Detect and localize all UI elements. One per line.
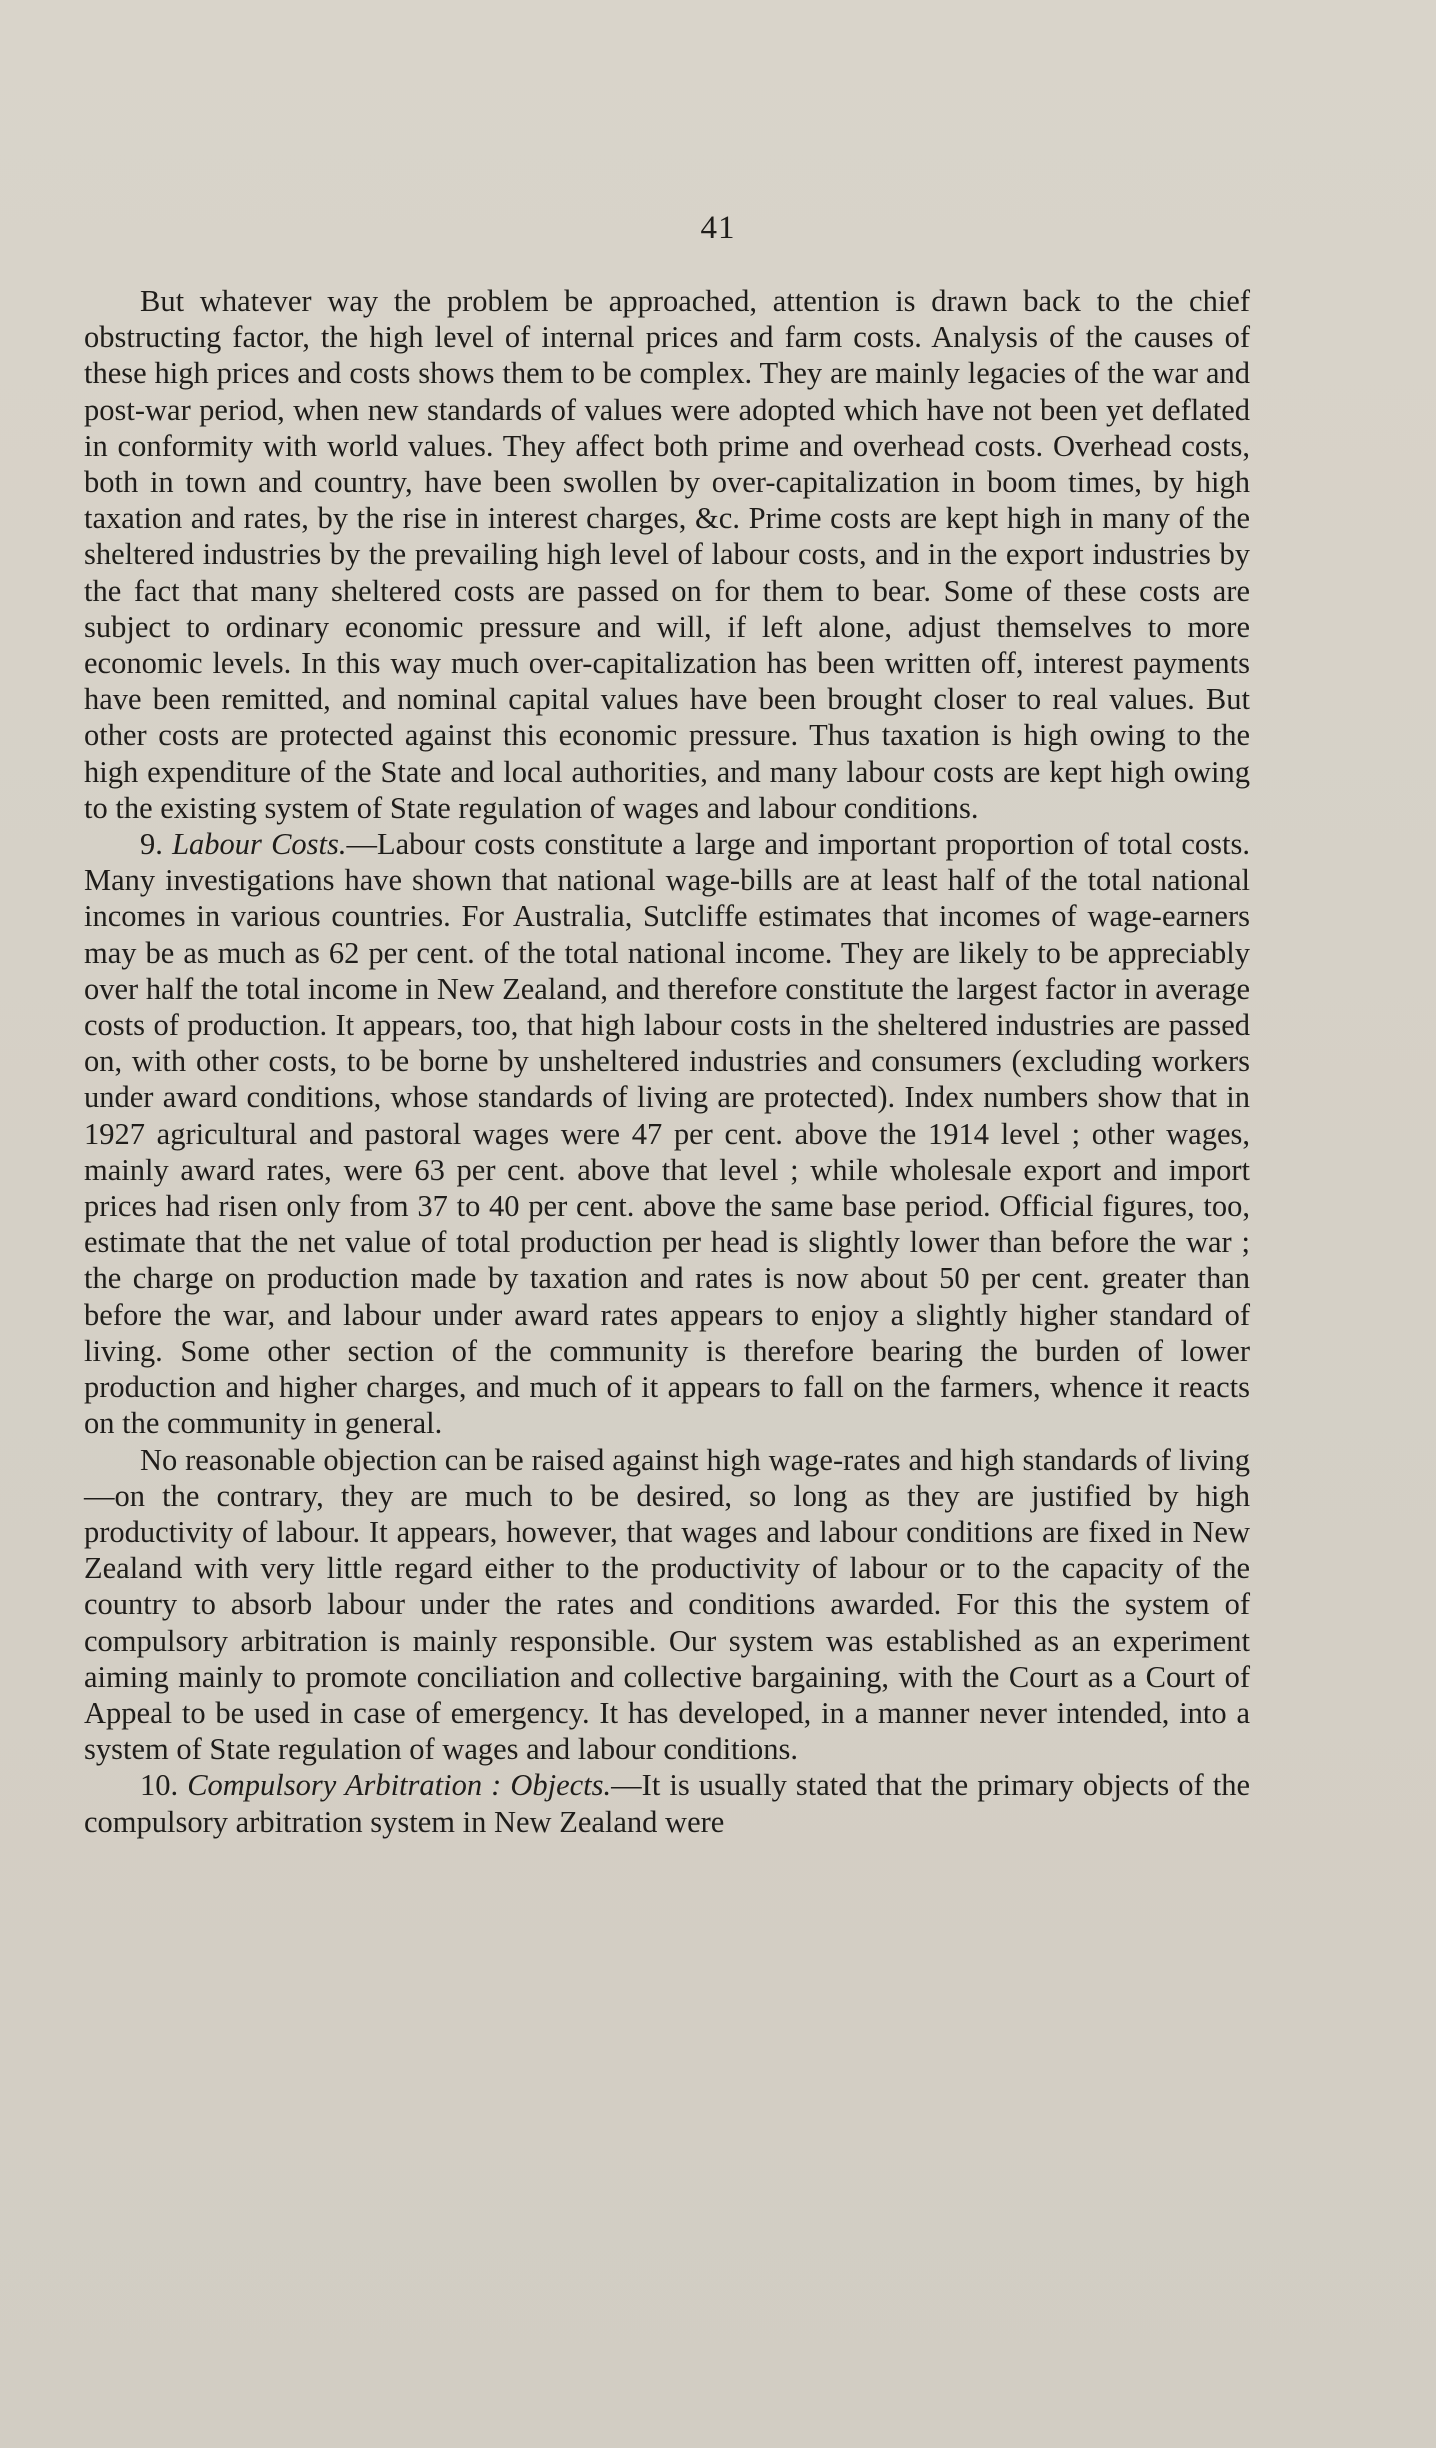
paragraph-text: But whatever way the problem be approached, attention is drawn back to the chief obstructing factor, the high level of internal prices and farm costs. Analysis of the causes of these high prices and costs shows them to be complex. They are mainly legacies of the war and post-war period, when new standards of values were adopted which have not been yet deflated in conformity with world values. They affect both prime and overhead costs. Overhead costs, both in town and country, have been swollen by over-capitalization in boom times, by high taxation and rates, by the rise in interest charges, &c. Prime costs are kept high in many of the sheltered industries by the prevailing high level of labour costs, and in the export industries by the fact that many sheltered costs are passed on for them to bear. Some of these costs are subject to ordinary economic pressure and will, if left alone, adjust themselves to more economic levels. In this way much over-capitalization has been written off, interest payments have been remitted, and nominal capital values have been brought closer to real values. But other costs are protected against this economic pressure. Thus taxation is high owing to the high expenditure of the State and local authorities, and many labour costs are kept high owing to the existing system of State regulation of wages and labour conditions. (84, 284, 1250, 825)
paragraph-price-costs (84, 283, 1250, 826)
page-number: 41 (700, 210, 736, 246)
paragraph-wage-rates (84, 1442, 1250, 1768)
paragraph-compulsory-arbitration (84, 1767, 1250, 1839)
section-number: 10. (140, 1768, 179, 1803)
paragraph-labour-costs (84, 826, 1250, 1441)
section-heading-compulsory-arbitration: Compulsory Arbitration : Objects. (187, 1768, 612, 1803)
section-number: 9. (140, 827, 163, 862)
body-text (84, 283, 1250, 1840)
paragraph-text: No reasonable objection can be raised against high wage-rates and high standards of living—on the contrary, they are much to be desired, so long as they are justified by high productivity of labour. It appears, however, that wages and labour conditions are fixed in New Zealand with very little regard either to the productivity of labour or to the capacity of the country to absorb labour under the rates and conditions awarded. For this the system of compulsory arbitration is mainly responsible. Our system was established as an experiment aiming mainly to promote conciliation and collective bargaining, with the Court as a Court of Appeal to be used in case of emergency. It has developed, in a manner never intended, into a system of State regulation of wages and labour conditions. (84, 1442, 1250, 1767)
paragraph-text: —It is usually stated that the primary objects of the compulsory arbitration system in New Zealand were (84, 1768, 1251, 1839)
section-heading-labour-costs: Labour Costs. (172, 827, 347, 862)
paragraph-text: —Labour costs constitute a large and important proportion of total costs. Many investigations have shown that national wage-bills are at least half of the total national incomes in various countries. For Australia, Sutcliffe estimates that incomes of wage-earners may be as much as 62 per cent. of the total national income. They are likely to be appreciably over half the total income in New Zealand, and therefore constitute the largest factor in average costs of production. It appears, too, that high labour costs in the sheltered industries are passed on, with other costs, to be borne by unsheltered industries and consumers (excluding workers under award conditions, whose standards of living are protected). Index numbers show that in 1927 agricultural and pastoral wages were 47 per cent. above the 1914 level ; other wages, mainly award rates, were 63 per cent. above that level ; while wholesale export and import prices had risen only from 37 to 40 per cent. above the same base period. Official figures, too, estimate that the net value of total production per head is slightly lower than before the war ; the charge on production made by taxation and rates is now about 50 per cent. greater than before the war, and labour under award rates appears to enjoy a slightly higher standard of living. Some other section of the community is therefore bearing the burden of lower production and higher charges, and much of it appears to fall on the farmers, whence it reacts on the community in general. (84, 827, 1251, 1441)
